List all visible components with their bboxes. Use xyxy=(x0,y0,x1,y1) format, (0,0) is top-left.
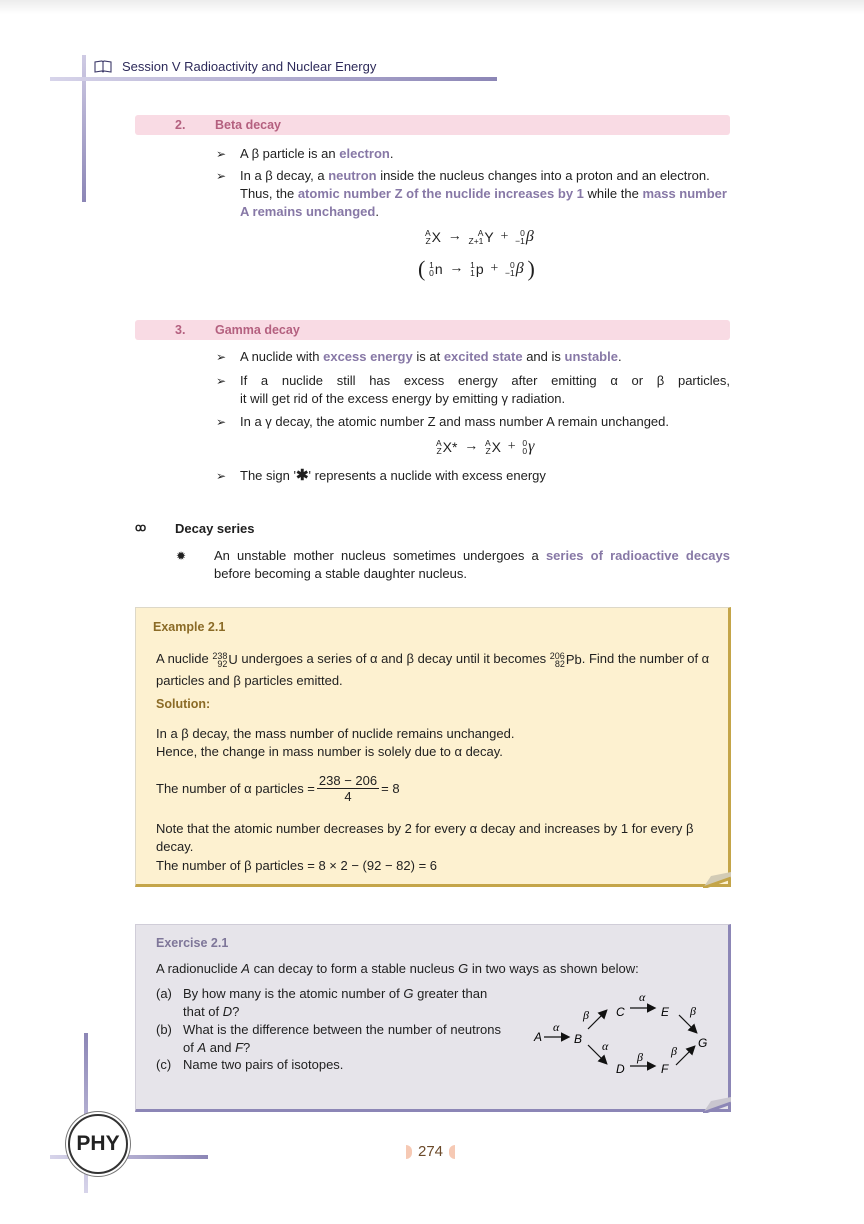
node-c: C xyxy=(616,1005,625,1019)
node-b: B xyxy=(574,1032,583,1046)
text: while the xyxy=(583,186,643,201)
section-title: Gamma decay xyxy=(215,323,300,337)
node-g: G xyxy=(698,1036,708,1050)
page-curl-icon xyxy=(703,872,731,888)
text: inside the nucleus changes into a proton and an electron. Thus, the xyxy=(240,168,710,201)
page-number xyxy=(406,1143,455,1160)
section-number: 2. xyxy=(175,118,186,132)
svg-text:α: α xyxy=(553,1020,560,1034)
text: A nuclide xyxy=(156,651,213,666)
bullet-item xyxy=(216,167,730,221)
text: G xyxy=(458,961,469,976)
text: . Find the number of α particles and β particles emitted. xyxy=(156,651,710,689)
decay-series-bullet xyxy=(176,547,730,583)
exercise-box xyxy=(135,924,731,1112)
text: and xyxy=(206,1040,236,1055)
text: is at xyxy=(412,349,444,364)
svg-text:α: α xyxy=(602,1039,609,1053)
arrow-bullet-icon: ➢ xyxy=(216,350,227,364)
gamma-decay-equation: A Z X* → A Z X + 0 0 γ xyxy=(436,438,535,456)
text: = 8 xyxy=(381,781,400,796)
node-e: E xyxy=(661,1005,670,1019)
decay-series-heading xyxy=(135,521,255,536)
page-top-shadow xyxy=(0,0,864,14)
phy-logo: PHY xyxy=(68,1114,128,1174)
highlight-term: unstable xyxy=(564,349,618,364)
highlight-term: electron xyxy=(339,146,390,161)
svg-text:α: α xyxy=(639,990,646,1004)
mass-number: 238 xyxy=(212,650,228,661)
text: in two ways as shown below: xyxy=(468,961,639,976)
text: G xyxy=(403,986,414,1001)
solution-line: Hence, the change in mass number is solely due to α decay. xyxy=(156,744,503,759)
text: A radionuclide xyxy=(156,961,242,976)
highlight-term: series of radioactive decays xyxy=(545,548,730,563)
solution-line: In a β decay, the mass number of nuclide remains unchanged. xyxy=(156,726,515,741)
highlight-term: atomic number Z of the nuclide increases by 1 xyxy=(297,186,584,201)
highlight-term: mass number A remains unchanged xyxy=(240,186,727,219)
text: In a β decay, a xyxy=(240,168,329,183)
highlight-term: excited state xyxy=(443,349,523,364)
text: ' represents a nuclide with excess energy xyxy=(308,468,546,483)
text: In a γ decay, the atomic number Z and mass number A remain unchanged. xyxy=(240,414,669,429)
decay-path-diagram xyxy=(526,965,716,1075)
book-icon xyxy=(94,60,112,73)
question-label: (b) xyxy=(156,1022,172,1037)
question-c xyxy=(156,1056,501,1074)
burst-icon: ✹ xyxy=(176,549,187,563)
text: . xyxy=(375,204,379,219)
text: . xyxy=(617,349,622,364)
page-bracket-left-icon xyxy=(406,1145,412,1159)
section-number: 3. xyxy=(175,323,186,337)
arrow-bullet-icon: ➢ xyxy=(216,374,227,388)
text: and is xyxy=(522,349,565,364)
text: What is the difference between the number of neutrons of xyxy=(183,1022,501,1055)
arrow-bullet-icon: ➢ xyxy=(216,415,227,429)
highlight-term: neutron xyxy=(328,168,377,183)
header-title: Session V Radioactivity and Nuclear Energy xyxy=(122,59,377,74)
arrow-bullet-icon: ➢ xyxy=(216,169,227,183)
exercise-title: Exercise 2.1 xyxy=(156,936,229,950)
asterisk-icon: ✱ xyxy=(295,467,309,484)
section-title: Beta decay xyxy=(215,118,282,132)
text: A nuclide with xyxy=(240,349,324,364)
text: If a nuclide still has excess energy after emitting α or β particles, xyxy=(240,373,730,388)
text: D xyxy=(222,1004,233,1019)
question-label: (a) xyxy=(156,986,172,1001)
text: The sign ' xyxy=(240,468,296,483)
section-bar-beta-decay xyxy=(135,115,730,135)
denominator: 4 xyxy=(344,789,352,804)
mass-number: 206 xyxy=(549,650,565,661)
text: By how many is the atomic number of xyxy=(183,986,404,1001)
text: An unstable mother nucleus sometimes undergoes a xyxy=(214,548,546,563)
arrow-bullet-icon: ➢ xyxy=(216,469,227,483)
text: ? xyxy=(232,1004,240,1019)
node-f: F xyxy=(661,1062,669,1075)
neutron-decay-equation: ( 1 0 n → 1 1 p + 0 −1 β ) xyxy=(418,256,535,281)
text: . xyxy=(389,146,394,161)
svg-text:β: β xyxy=(583,1008,589,1022)
beta-count-equation: The number of β particles = 8 × 2 − (92 − 82) = 6 xyxy=(156,858,437,873)
bullet-item xyxy=(216,145,730,163)
text: undergoes a series of α and β decay until it becomes xyxy=(237,651,550,666)
text: A β particle is an xyxy=(240,146,340,161)
beta-decay-equation: A Z X → A Z+1 Y + 0 −1 β xyxy=(425,228,534,246)
question-label: (c) xyxy=(156,1057,172,1072)
element-symbol: U xyxy=(228,652,238,668)
text: A xyxy=(197,1040,207,1055)
numerator: 238 − 206 xyxy=(318,773,378,788)
bullet-item xyxy=(216,372,730,408)
text: Name two pairs of isotopes. xyxy=(183,1057,344,1072)
text: F xyxy=(235,1040,244,1055)
alpha-count-equation xyxy=(156,773,724,804)
page-bracket-right-icon xyxy=(449,1145,455,1159)
atomic-number: 92 xyxy=(217,658,228,669)
bullet-item xyxy=(216,348,730,366)
header-horizontal-rule xyxy=(50,77,497,81)
svg-text:β: β xyxy=(690,1004,696,1018)
solution-title: Solution: xyxy=(156,697,211,711)
arrow-bullet-icon: ➢ xyxy=(216,147,227,161)
text: before becoming a stable daughter nucleus. xyxy=(214,566,467,581)
example-box xyxy=(135,607,731,887)
highlight-term: excess energy xyxy=(323,349,413,364)
page-number-text: 274 xyxy=(418,1143,444,1160)
node-d: D xyxy=(616,1062,625,1075)
text: A xyxy=(241,961,250,976)
bullet-item xyxy=(216,413,730,431)
atomic-number: 82 xyxy=(554,658,565,669)
svg-text:β: β xyxy=(637,1050,643,1064)
text: can decay to form a stable nucleus xyxy=(249,961,459,976)
running-header xyxy=(94,59,376,74)
solution-note: Note that the atomic number decreases by 2 for every α decay and increases by 1 for every β decay. xyxy=(156,821,694,854)
page-curl-icon xyxy=(703,1097,731,1113)
text: ? xyxy=(243,1040,251,1055)
section-bar-gamma-decay xyxy=(135,320,730,340)
question-a xyxy=(156,985,501,1021)
heading-text: Decay series xyxy=(175,521,255,536)
node-a: A xyxy=(534,1030,543,1044)
text: The number of α particles = xyxy=(156,781,315,796)
example-question xyxy=(156,648,724,691)
svg-text:β: β xyxy=(671,1044,677,1058)
element-symbol: Pb xyxy=(565,652,582,668)
text: greater than that of xyxy=(183,986,488,1019)
text: it will get rid of the excess energy by emitting γ radiation. xyxy=(240,391,566,406)
question-b xyxy=(156,1021,501,1057)
ornament-icon: ꝏ xyxy=(135,522,147,534)
bullet-item xyxy=(216,467,730,485)
example-title: Example 2.1 xyxy=(153,620,226,634)
